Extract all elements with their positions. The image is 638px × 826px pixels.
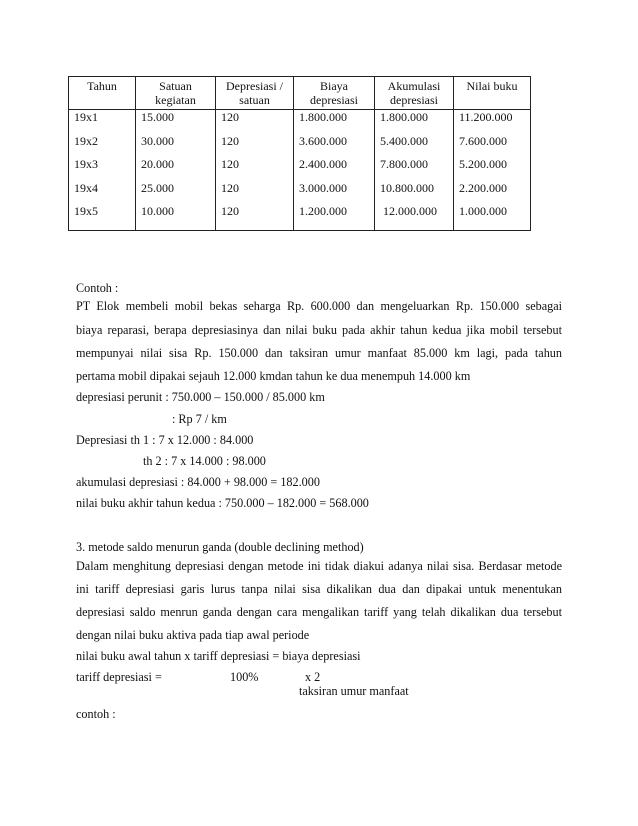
paragraph-line: PT Elok membeli mobil bekas seharga Rp. 600.000 dan mengeluarkan Rp. 150.000 sebagai	[76, 299, 562, 313]
calculation-line: depresiasi perunit : 750.000 – 150.000 / 85.000 km	[76, 390, 325, 404]
table-cell: 120	[216, 204, 294, 231]
table-cell: 30.000	[136, 134, 216, 158]
table-cell: 120	[216, 134, 294, 158]
table-cell: 3.600.000	[294, 134, 375, 158]
header-biaya-depresiasi: Biaya depresiasi	[294, 77, 375, 110]
table-cell: 10.000	[136, 204, 216, 231]
paragraph-line: depresiasi saldo menrun ganda dengan cara mengalikan tariff yang telah dikalikan dua tersebut	[76, 605, 562, 619]
formula-line: nilai buku awal tahun x tariff depresiasi = biaya depresiasi	[76, 649, 361, 663]
table-header-row	[69, 77, 531, 110]
table-row	[69, 204, 531, 231]
calculation-line: nilai buku akhir tahun kedua : 750.000 – 182.000 = 568.000	[76, 496, 369, 510]
table-cell: 12.000.000	[375, 204, 454, 231]
table-cell: 19x4	[69, 181, 136, 205]
header-tahun: Tahun	[69, 77, 136, 110]
table-row	[69, 134, 531, 158]
formula-multiplier: x 2	[305, 670, 321, 684]
example-heading: Contoh :	[76, 281, 119, 295]
table-cell: 19x2	[69, 134, 136, 158]
table-cell: 11.200.000	[454, 110, 531, 134]
table-cell: 1.200.000	[294, 204, 375, 231]
table-cell: 120	[216, 110, 294, 134]
table-cell: 120	[216, 181, 294, 205]
depreciation-table	[68, 76, 531, 231]
paragraph-line: dengan nilai buku aktiva pada tiap awal periode	[76, 628, 310, 642]
table-cell: 3.000.000	[294, 181, 375, 205]
table-cell: 2.200.000	[454, 181, 531, 205]
table-cell: 20.000	[136, 157, 216, 181]
table-cell: 19x5	[69, 204, 136, 231]
paragraph-line: biaya reparasi, berapa depresiasinya dan nilai buku pada akhir tahun kedua jika mobil tersebut	[76, 323, 562, 337]
table-cell: 19x1	[69, 110, 136, 134]
table-cell: 5.200.000	[454, 157, 531, 181]
header-akumulasi-depresiasi: Akumulasi depresiasi	[375, 77, 454, 110]
calculation-line: Depresiasi th 1 : 7 x 12.000 : 84.000	[76, 433, 254, 447]
table-cell: 120	[216, 157, 294, 181]
header-nilai-buku: Nilai buku	[454, 77, 531, 110]
table-cell: 25.000	[136, 181, 216, 205]
table-row	[69, 181, 531, 205]
calculation-line: akumulasi depresiasi : 84.000 + 98.000 = 182.000	[76, 475, 320, 489]
formula-label: tariff depresiasi =	[76, 670, 162, 684]
header-satuan-kegiatan: Satuan kegiatan	[136, 77, 216, 110]
table-cell: 1.800.000	[375, 110, 454, 134]
table-cell: 10.800.000	[375, 181, 454, 205]
paragraph-line: pertama mobil dipakai sejauh 12.000 kmdan tahun ke dua menempuh 14.000 km	[76, 369, 471, 383]
table-row	[69, 157, 531, 181]
table-cell: 7.600.000	[454, 134, 531, 158]
paragraph-line: ini tariff depresiasi garis lurus tanpa nilai sisa dikalikan dua dan dipakai untuk menentukan	[76, 582, 562, 596]
table-cell: 15.000	[136, 110, 216, 134]
calculation-line: th 2 : 7 x 14.000 : 98.000	[143, 454, 266, 468]
paragraph-line: Dalam menghitung depresiasi dengan metode ini tidak diakui adanya nilai sisa. Berdasar metode	[76, 559, 562, 573]
table-cell: 5.400.000	[375, 134, 454, 158]
section-heading: 3. metode saldo menurun ganda (double declining method)	[76, 540, 364, 554]
table-cell: 19x3	[69, 157, 136, 181]
table-cell: 1.800.000	[294, 110, 375, 134]
formula-denominator: taksiran umur manfaat	[299, 684, 409, 698]
table-cell: 1.000.000	[454, 204, 531, 231]
formula-numerator: 100%	[230, 670, 259, 684]
header-depresiasi-satuan: Depresiasi / satuan	[216, 77, 294, 110]
table-cell: 2.400.000	[294, 157, 375, 181]
calculation-line: : Rp 7 / km	[172, 412, 227, 426]
table-cell: 7.800.000	[375, 157, 454, 181]
paragraph-line: mempunyai nilai sisa Rp. 150.000 dan taksiran umur manfaat 85.000 km lagi, pada tahun	[76, 346, 562, 360]
table-row	[69, 110, 531, 134]
example-heading: contoh :	[76, 707, 116, 721]
